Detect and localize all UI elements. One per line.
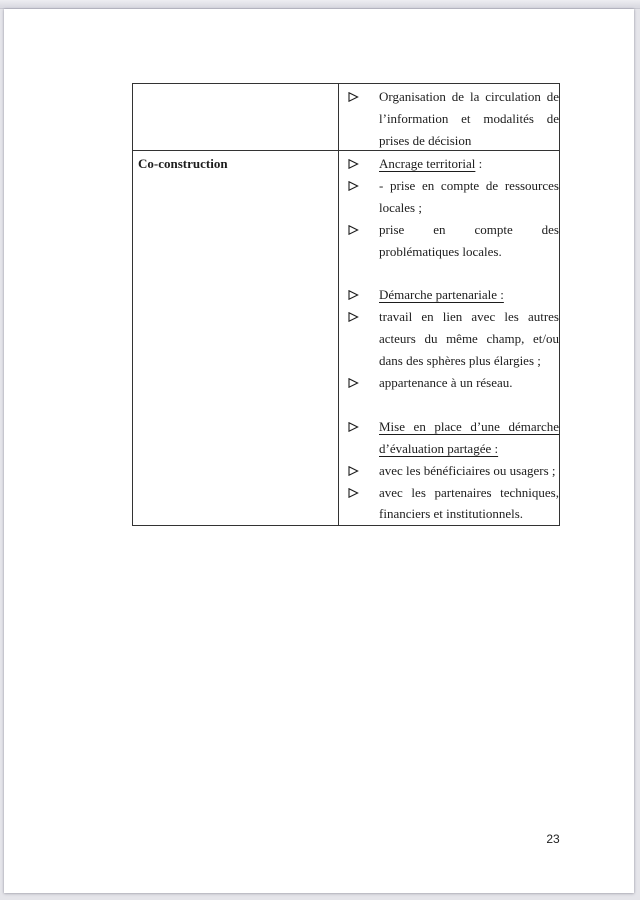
bullet-item	[339, 153, 559, 175]
bullet-text: avec les partenaires techniques, financiers et institutionnels.	[379, 484, 559, 522]
table-cell-content	[339, 151, 559, 525]
bullet-text	[379, 284, 559, 306]
right-arrowhead-icon	[348, 284, 379, 306]
right-arrowhead-icon	[348, 86, 379, 152]
right-arrowhead-icon	[348, 175, 379, 219]
bullet-item	[339, 175, 559, 219]
right-arrowhead-icon	[348, 482, 379, 526]
content-table	[132, 83, 560, 526]
right-arrowhead-icon	[348, 372, 379, 394]
underlined-heading: Démarche partenariale :	[379, 287, 504, 303]
bullet-item	[339, 306, 559, 372]
underlined-heading: Mise en place d’une démarche d’évaluation partagée :	[379, 418, 559, 456]
table-row	[133, 150, 559, 525]
bullet-item	[339, 460, 559, 482]
bullet-item	[339, 482, 559, 526]
page-gap-top	[0, 0, 640, 9]
row-label: Co-construction	[138, 156, 228, 171]
bullet-text: avec les bénéficiaires ou usagers ;	[379, 462, 556, 478]
right-arrowhead-icon	[348, 153, 379, 175]
bullet-item	[339, 284, 559, 306]
table-cell-label	[133, 84, 339, 150]
bullet-item	[339, 86, 559, 152]
blank-line	[339, 263, 559, 285]
page-number: 23	[546, 832, 560, 846]
bullet-text: prise en compte des problématiques locales.	[379, 221, 559, 259]
bullet-text: travail en lien avec les autres acteurs du même champ, et/ou dans des sphères plus élargies ;	[379, 309, 559, 369]
bullet-item	[339, 372, 559, 394]
bullet-item	[339, 416, 559, 460]
right-arrowhead-icon	[348, 219, 379, 263]
right-arrowhead-icon	[348, 306, 379, 372]
bullet-text: appartenance à un réseau.	[379, 375, 513, 391]
bullet-item	[339, 219, 559, 263]
table-row	[133, 84, 559, 150]
underlined-heading: Ancrage territorial	[379, 156, 476, 171]
right-arrowhead-icon	[348, 460, 379, 482]
table-cell-content	[339, 84, 559, 150]
bullet-text	[379, 416, 559, 460]
blank-line	[339, 394, 559, 416]
bullet-text: Organisation de la circulation de l’information et modalités de prises de décision	[379, 89, 559, 148]
bullet-text: - prise en compte de ressources locales ;	[379, 177, 559, 215]
right-arrowhead-icon	[348, 416, 379, 460]
table-cell-label	[133, 151, 339, 525]
bullet-text: Ancrage territorial :	[379, 156, 483, 171]
document-page	[4, 9, 634, 893]
